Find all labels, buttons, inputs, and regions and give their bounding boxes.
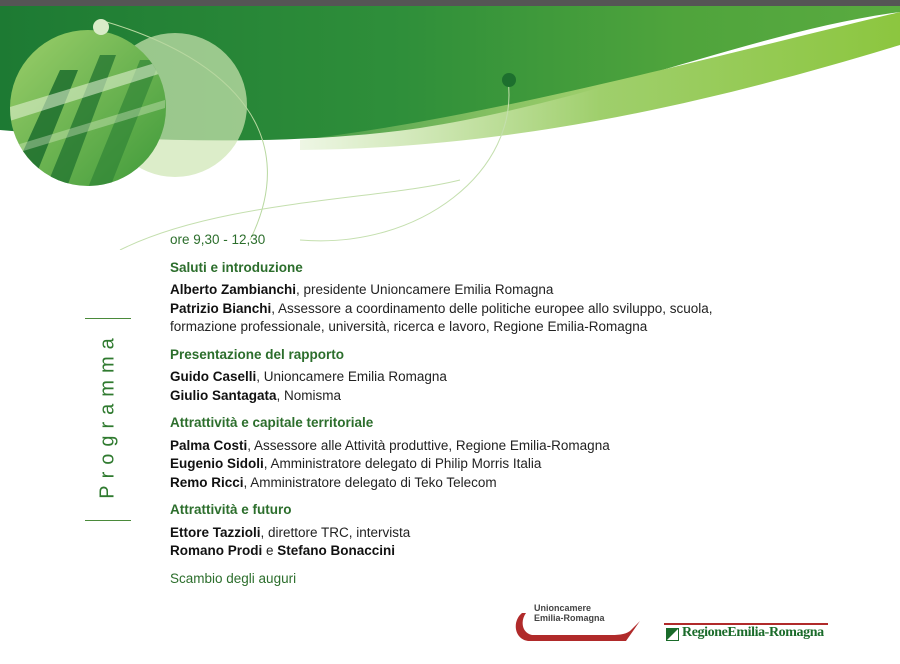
section-title: Presentazione del rapporto <box>170 346 345 362</box>
section-title: Saluti e introduzione <box>170 259 303 275</box>
speaker-row <box>170 474 870 493</box>
program-content <box>170 231 870 588</box>
speaker-row <box>170 437 870 456</box>
speaker-name: Remo Ricci <box>170 474 244 490</box>
section-future <box>170 501 870 561</box>
speaker-row <box>170 524 870 543</box>
speaker-name: Ettore Tazzioli <box>170 524 261 540</box>
speaker-name: Patrizio Bianchi <box>170 300 272 316</box>
speaker-name: Giulio Santagata <box>170 387 277 403</box>
vertical-title-bottom-rule <box>85 520 131 521</box>
speaker-row <box>170 542 870 561</box>
section-title: Attrattività e futuro <box>170 502 292 517</box>
speaker-role: , Assessore alle Attività produttive, Regione Emilia-Romagna <box>247 437 610 453</box>
unioncamere-logo <box>508 599 648 647</box>
regione-logo-text: RegioneEmilia-Romagna <box>682 625 824 640</box>
header-artwork <box>0 0 900 250</box>
speaker-name: Stefano Bonaccini <box>277 543 396 558</box>
speaker-name: Romano Prodi <box>170 543 263 558</box>
section-territorial-capital <box>170 414 870 492</box>
speaker-name: Eugenio Sidoli <box>170 456 264 471</box>
speaker-role: , Assessore a coordinamento delle politiche europee allo sviluppo, scuola, <box>271 300 713 316</box>
speaker-row-continued <box>170 318 870 337</box>
speaker-name: Guido Caselli <box>170 369 257 384</box>
section-report <box>170 346 870 406</box>
speaker-role: , Amministratore delegato di Teko Telecom <box>243 474 497 490</box>
speaker-name: Alberto Zambianchi <box>170 282 297 297</box>
speaker-role: , direttore TRC, intervista <box>260 524 411 540</box>
conjunction: e <box>262 543 278 558</box>
speaker-row <box>170 387 870 406</box>
unioncamere-logo-line1: Unioncamere <box>534 603 592 613</box>
event-time: ore 9,30 - 12,30 <box>170 232 266 247</box>
speaker-role: , Amministratore delegato di Philip Morris Italia <box>263 456 542 471</box>
speaker-role: formazione professionale, università, ricerca e lavoro, Regione Emilia-Romagna <box>170 319 648 334</box>
unioncamere-logo-line2: Emilia-Romagna <box>534 613 605 623</box>
speaker-role: , presidente Unioncamere Emilia Romagna <box>296 282 554 297</box>
vertical-title-top-rule <box>85 318 131 319</box>
speaker-row <box>170 368 870 387</box>
speaker-row <box>170 455 870 474</box>
regione-emilia-romagna-logo <box>664 623 828 647</box>
unioncamere-logo-text <box>534 603 605 623</box>
speaker-row <box>170 300 870 319</box>
speaker-row <box>170 281 870 300</box>
vertical-title: Programma <box>96 331 119 499</box>
section-greetings <box>170 259 870 337</box>
closing-greetings: Scambio degli auguri <box>170 570 297 586</box>
section-title: Attrattività e capitale territoriale <box>170 415 374 430</box>
speaker-role: , Nomisma <box>276 387 342 403</box>
speaker-role: , Unioncamere Emilia Romagna <box>256 369 447 384</box>
speaker-name: Palma Costi <box>170 437 248 453</box>
